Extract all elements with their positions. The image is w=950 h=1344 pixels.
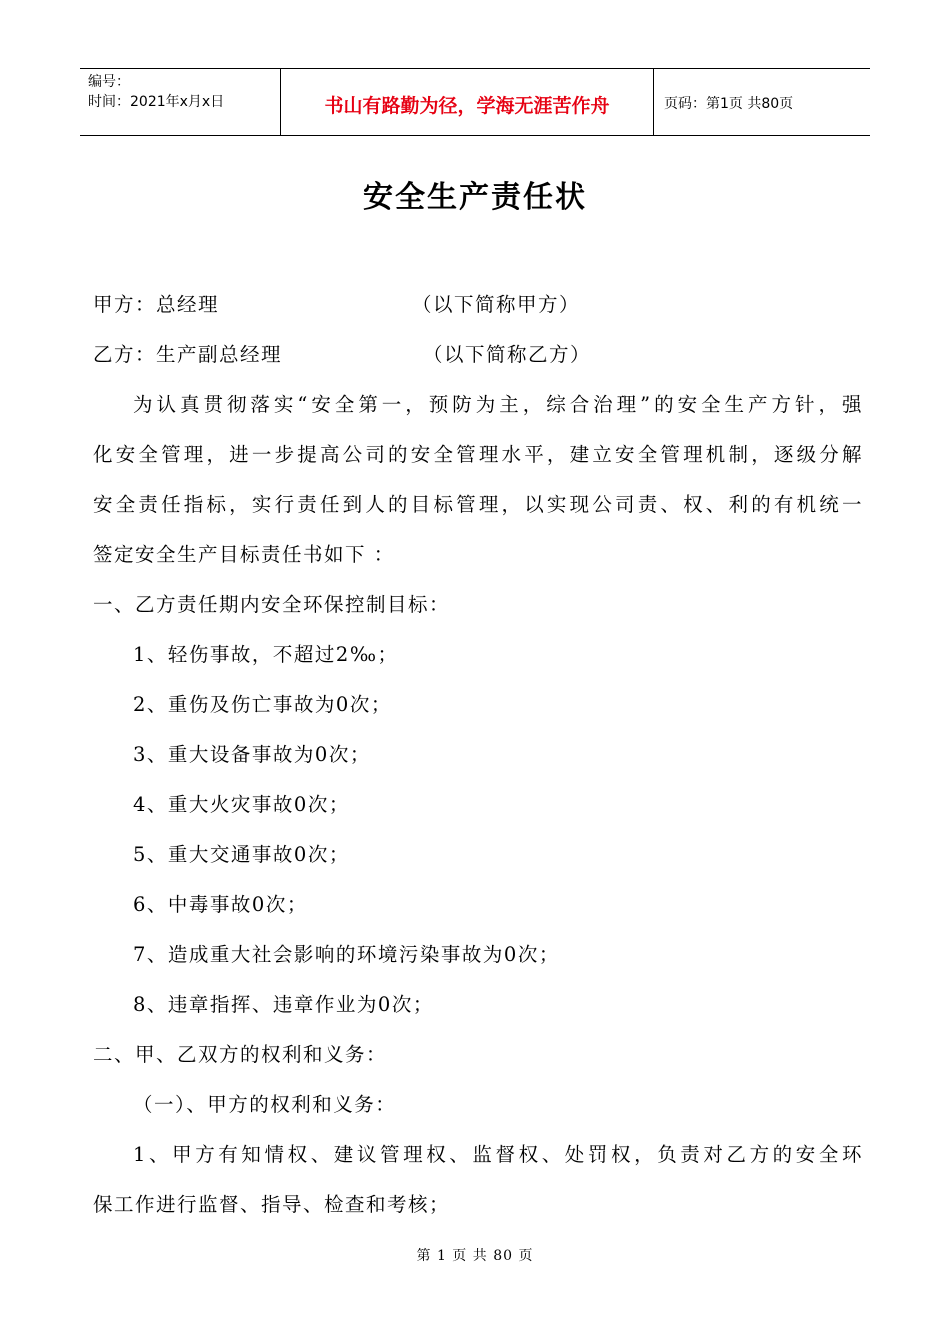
header-table — [80, 68, 870, 136]
section1-item: 3、重大设备事故为0次； — [133, 743, 371, 766]
intro-line: 安全责任指标，实行责任到人的目标管理，以实现公司责、权、利的有机统一 — [93, 493, 863, 516]
party-a-line — [93, 280, 863, 330]
party-b-label: 乙方：生产副总经理 — [93, 343, 283, 366]
intro-line: 化安全管理，进一步提高公司的安全管理水平，建立安全管理机制，逐级分解 — [93, 443, 863, 466]
section1-item: 1、轻伤事故，不超过2‰； — [133, 643, 399, 666]
section1-item: 4、重大火灾事故0次； — [133, 793, 350, 816]
page-footer: 第 1 页 共 80 页 — [416, 1248, 534, 1264]
section1-item: 7、造成重大社会影响的环境污染事故为0次； — [133, 943, 560, 966]
party-b-line — [93, 330, 863, 380]
header-motto: 书山有路勤为径，学海无涯苦作舟 — [281, 69, 654, 135]
header-meta — [80, 69, 281, 135]
party-a-label: 甲方：总经理 — [93, 293, 220, 316]
document-body — [93, 280, 863, 1230]
section2-item-line: 1、甲方有知情权、建议管理权、监督权、处罚权，负责对乙方的安全环 — [133, 1143, 863, 1166]
header-page-info: 页码：第1页 共80页 — [664, 96, 794, 112]
document-title: 安全生产责任状 — [363, 180, 587, 215]
section1-item: 5、重大交通事故0次； — [133, 843, 350, 866]
number-label: 编号： — [88, 74, 130, 90]
section1-heading: 一、乙方责任期内安全环保控制目标： — [93, 593, 451, 616]
intro-line: 为认真贯彻落实“安全第一，预防为主，综合治理”的安全生产方针，强 — [133, 393, 863, 416]
party-b-note: （以下简称乙方） — [423, 343, 592, 366]
time-label: 时间：2021年x月x日 — [88, 94, 225, 110]
section1-item: 8、违章指挥、违章作业为0次； — [133, 993, 434, 1016]
section1-item: 6、中毒事故0次； — [133, 893, 308, 916]
section1-item: 2、重伤及伤亡事故为0次； — [133, 693, 392, 716]
section2-heading: 二、甲、乙双方的权利和义务： — [93, 1043, 388, 1066]
party-a-note: （以下简称甲方） — [412, 293, 581, 316]
intro-line: 签定安全生产目标责任书如下 ： — [93, 543, 395, 566]
section2-subheading: （一）、甲方的权利和义务： — [133, 1093, 397, 1116]
section2-item-line: 保工作进行监督、指导、检查和考核； — [93, 1193, 451, 1216]
